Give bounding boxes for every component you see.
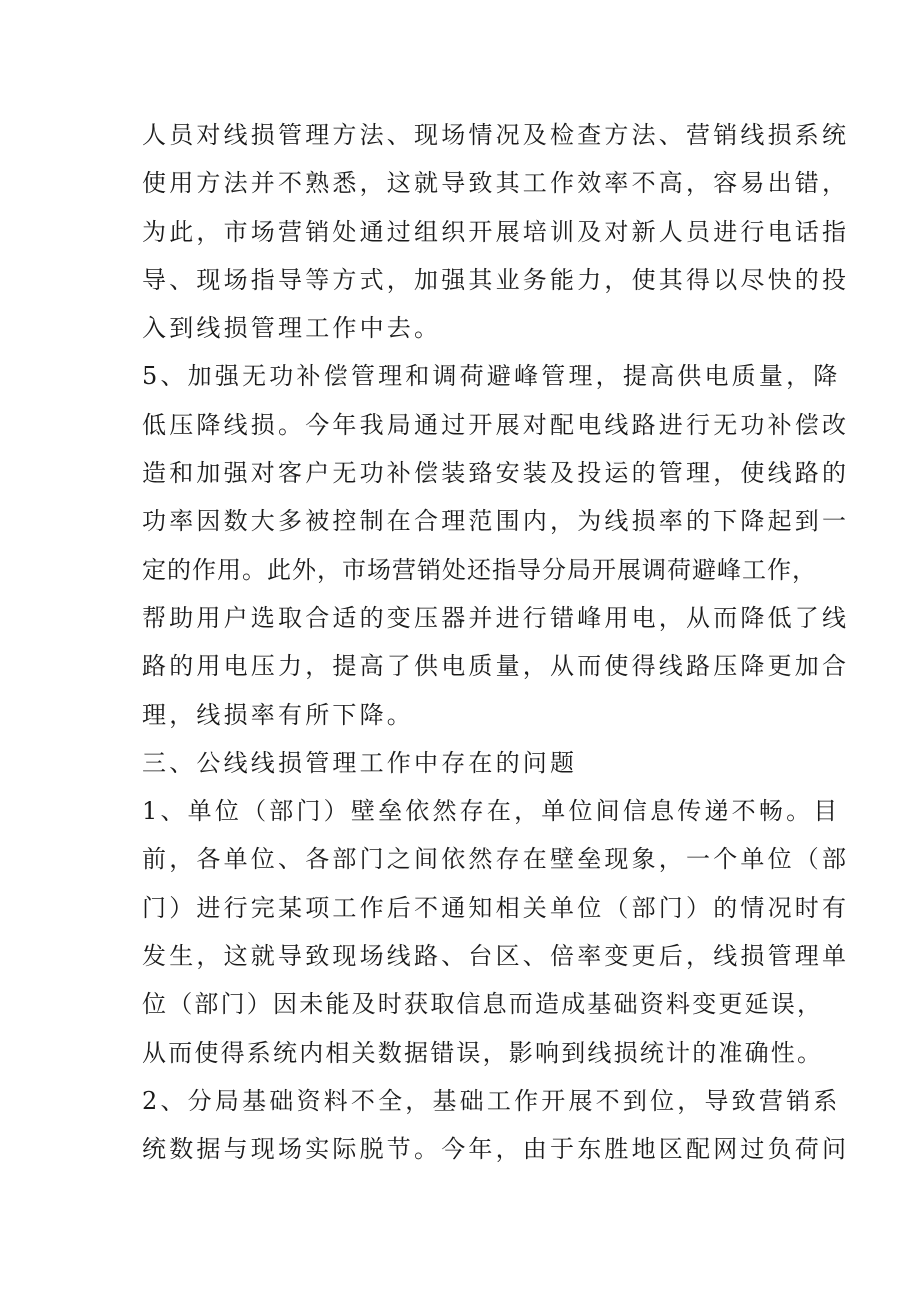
text-line: 位（部门）因未能及时获取信息而造成基础资料变更延误，	[142, 990, 824, 1019]
text-line: 2、分局基础资料不全，基础工作开展不到位，导致营销系	[142, 1086, 841, 1115]
text-line: 从而使得系统内相关数据错误，影响到线损统计的准确性。	[142, 1038, 824, 1067]
text-line: 功率因数大多被控制在合理范围内，为线损率的下降起到一	[142, 507, 850, 536]
text-line: 为此，市场营销处通过组织开展培训及对新人员进行电话指	[142, 217, 850, 246]
text-line: 路的用电压力，提高了供电质量，从而使得线路压降更加合	[142, 652, 850, 681]
text-line: 帮助用户选取合适的变压器并进行错峰用电，从而降低了线	[142, 603, 850, 632]
text-line: 低压降线损。今年我局通过开展对配电线路进行无功补偿改	[142, 410, 850, 439]
text-line: 门）进行完某项工作后不通知相关单位（部门）的情况时有	[142, 893, 850, 922]
text-line: 人员对线损管理方法、现场情况及检查方法、营销线损系统	[142, 121, 850, 149]
text-line: 定的作用。此外，市场营销处还指导分局开展调荷避峰工作，	[142, 555, 817, 584]
body-text	[142, 111, 850, 1174]
text-line: 发生，这就导致现场线路、台区、倍率变更后，线损管理单	[142, 942, 850, 971]
text-line: 入到线损管理工作中去。	[142, 314, 442, 343]
text-line: 使用方法并不熟悉，这就导致其工作效率不高，容易出错，	[142, 169, 850, 198]
section-heading: 三、公线线损管理工作中存在的问题	[142, 748, 578, 777]
text-line: 统数据与现场实际脱节。今年，由于东胜地区配网过负荷问	[142, 1135, 850, 1164]
text-line: 理，线损率有所下降。	[142, 700, 414, 729]
text-line: 5、加强无功补偿管理和调荷避峰管理，提高供电质量，降	[142, 362, 841, 391]
text-line: 前，各单位、各部门之间依然存在壁垒现象，一个单位（部	[142, 845, 850, 874]
text-line: 1、单位（部门）壁垒依然存在，单位间信息传递不畅。目	[142, 797, 841, 826]
text-line: 造和加强对客户无功补偿装臵安装及投运的管理，使线路的	[142, 459, 850, 488]
text-line: 导、现场指导等方式，加强其业务能力，使其得以尽快的投	[142, 265, 850, 294]
